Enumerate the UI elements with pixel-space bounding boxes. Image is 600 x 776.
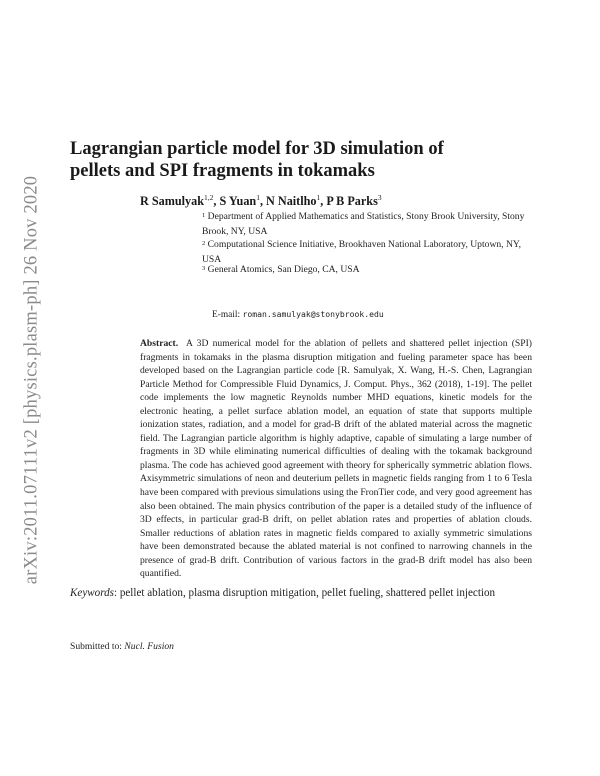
author-list: R Samulyak$^{1,2}$, S Yuan$^1$, N Naitlho$^1$, P B Parks$^3$ (140, 193, 382, 208)
author: R Samulyak$^{1,2}$ (140, 193, 214, 208)
submitted-label: Submitted to: (70, 641, 122, 652)
email-label: E-mail: (212, 310, 241, 320)
arxiv-identifier-text: arXiv:2011.07111v2 [physics.plasm-ph] 26 Nov 2020 (21, 175, 42, 585)
affiliation: $^3$ General Atomics, San Diego, CA, USA (202, 264, 360, 275)
journal-name: Nucl. Fusion (124, 641, 174, 652)
email-link[interactable]: roman.samulyak@stonybrook.edu (242, 309, 384, 319)
keywords-label: Keywords (70, 587, 114, 599)
abstract-text: A 3D numerical model for the ablation of pellets and shattered pellet injection (SPI) fragments in tokamaks in the plasma disruption mitigation and fueling parameter space has been developed based on the Lagrangian particle code [R. Samulyak, X. Wang, H.-S. Chen, Lagrangian Particle Method for Compressible Fluid Dynamics, J. Comput. Phys., 362 (2018), 1-19]. The pellet code implements the low magnetic Reynolds number MHD equations, kinetic models for the electronic heating, a pellet surface ablation model, an equation of state that supports multiple ionization states, radiation, and a model for grad-B drift of the ablated material across the magnetic field. The Lagrangian particle algorithm is highly adaptive, capable of simulating a large number of fragments in 3D while eliminating numerical difficulties of dealing with the tokamak background plasma. The code has achieved good agreement with theory for spherically symmetric ablation flows. Axisymmetric simulations of neon and deuterium pellets in magnetic fields ranging from 1 to 6 Tesla have been compared with previous simulations using the FronTier code, and very good agreement has also been obtained. The main physics contribution of the paper is a detailed study of the influence of 3D effects, in particular grad-B drift, on pellet ablation rates and properties of ablation clouds. Smaller reductions of ablation rates in magnetic fields compared to axially symmetric simulations have been demonstrated because the ablated material is not confined to narrowing channels in the presence of grad-B drift. Contribution of various factors in the grad-B drift model has also been quantified. (140, 338, 532, 580)
arxiv-identifier (17, 150, 47, 610)
affiliation: $^2$ Computational Science Initiative, Brookhaven National Laboratory, Uptown, NY, USA (202, 239, 521, 265)
author: S Yuan$^1$ (219, 193, 260, 208)
email-line (212, 309, 384, 320)
abstract-label: Abstract. (140, 338, 179, 349)
author: P B Parks$^3$ (326, 193, 382, 208)
abstract (140, 337, 532, 581)
keywords: Keywords: pellet ablation, plasma disruption mitigation, pellet fueling, shattered pellet injection (70, 587, 496, 599)
keywords-text: pellet ablation, plasma disruption mitigation, pellet fueling, shattered pellet injection (119, 587, 496, 599)
paper-title: Lagrangian particle model for 3D simulation of pellets and SPI fragments in tokamaks (70, 139, 444, 181)
submitted-to (70, 641, 174, 652)
author: N Naitlho$^1$ (266, 193, 321, 208)
affiliation: $^1$ Department of Applied Mathematics and Statistics, Stony Brook University, Stony Brook, NY, USA (202, 211, 525, 237)
